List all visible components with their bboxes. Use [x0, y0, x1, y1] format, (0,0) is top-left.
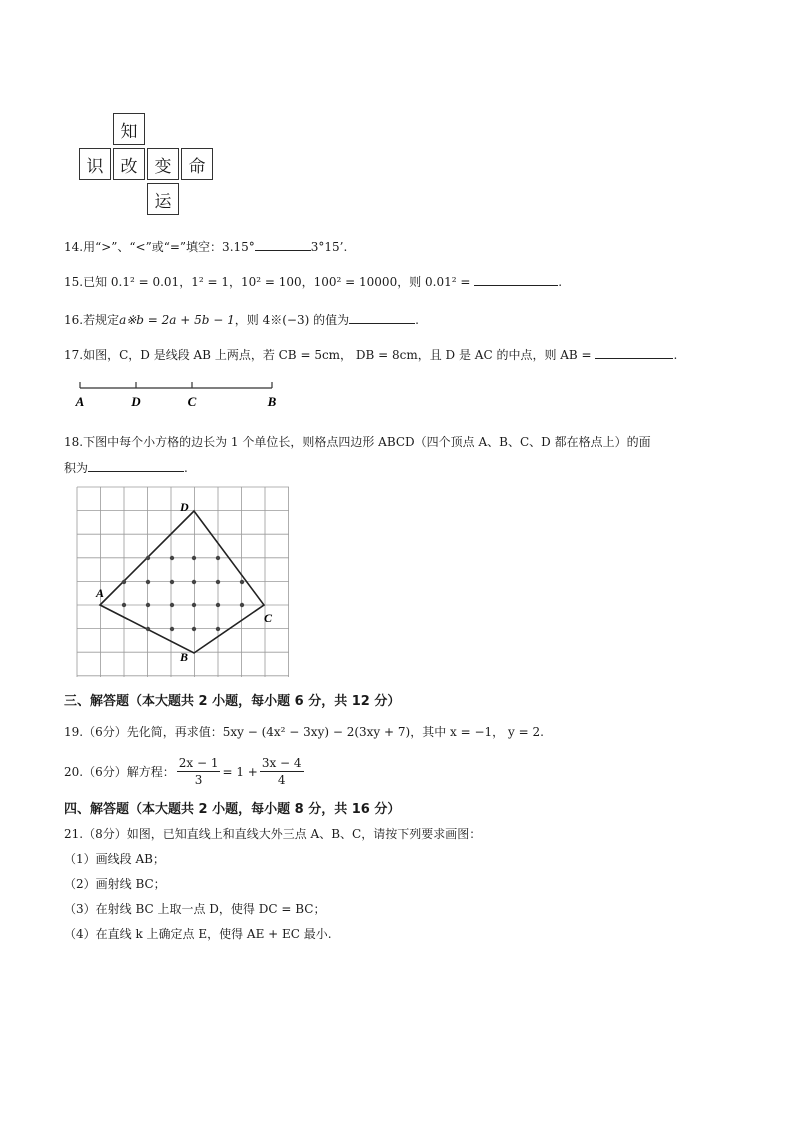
vertex-label-c: C [264, 611, 273, 625]
fraction-right [260, 755, 304, 788]
net-cell: 知 [113, 113, 145, 145]
lattice-point [146, 556, 150, 560]
point-label-d: D [131, 394, 141, 409]
lattice-point [146, 627, 150, 631]
answer-blank [88, 459, 184, 472]
q18-suffix: . [184, 461, 188, 475]
vertex-label-d: D [180, 500, 189, 514]
point-label-a: A [75, 394, 85, 409]
q14-text: 14.用“>”、“<”或“=”填空：3.15° [64, 240, 255, 254]
answer-blank [349, 311, 415, 324]
question-16 [64, 311, 419, 328]
q17-suffix: . [673, 348, 678, 362]
lattice-point [170, 603, 174, 607]
lattice-point [146, 580, 150, 584]
lattice-point [192, 580, 196, 584]
fraction-denominator: 4 [277, 773, 286, 787]
fraction-denominator: 3 [194, 773, 203, 787]
segment-figure [70, 378, 290, 414]
question-21-item: （4）在直线 k 上确定点 E，使得 AE + EC 最小. [64, 927, 332, 941]
net-cell: 运 [147, 183, 179, 215]
lattice-point [192, 627, 196, 631]
section-3-heading: 三、解答题（本大题共 2 小题，每小题 6 分，共 12 分） [64, 694, 401, 709]
question-21-item: （3）在射线 BC 上取一点 D，使得 DC = BC； [64, 902, 326, 916]
section-4-heading: 四、解答题（本大题共 2 小题，每小题 8 分，共 16 分） [64, 802, 401, 817]
lattice-point [216, 580, 220, 584]
q20-prefix: 20.（6分）解方程： [64, 765, 175, 779]
net-cell: 变 [147, 148, 179, 180]
q15-text: 15.已知 0.1² = 0.01，1² = 1，10² = 100，100² = 10000，则 0.01² = [64, 275, 471, 289]
q20-mid: = 1 + [222, 764, 258, 779]
vertex-label-a: A [96, 586, 105, 600]
lattice-point [216, 556, 220, 560]
lattice-point [216, 627, 220, 631]
lattice-point [170, 580, 174, 584]
net-cell: 改 [113, 148, 145, 180]
lattice-point [170, 556, 174, 560]
lattice-point [240, 580, 244, 584]
lattice-point [122, 580, 126, 584]
q16-prefix: 16.若规定 [64, 313, 120, 327]
lattice-point [192, 603, 196, 607]
vertex-label-b: B [180, 650, 189, 664]
q17-text: 17.如图，C，D 是线段 AB 上两点，若 CB = 5cm， DB = 8cm，且 D 是 AC 的中点，则 AB = [64, 348, 592, 362]
fraction-numerator: 2x − 1 [178, 756, 219, 770]
point-label-c: C [187, 394, 197, 409]
question-17 [64, 346, 677, 363]
question-20 [64, 755, 306, 788]
q15-suffix: . [558, 275, 563, 289]
lattice-point [192, 556, 196, 560]
question-21-stem: 21.（8分）如图，已知直线上和直线大外三点 A、B、C，请按下列要求画图： [64, 827, 482, 841]
q18-line2-text: 积为 [64, 461, 89, 475]
net-cell: 命 [181, 148, 213, 180]
question-15 [64, 273, 562, 290]
q14-suffix: 3°15’. [310, 240, 348, 254]
fraction-numerator: 3x − 4 [261, 756, 302, 770]
lattice-point [240, 603, 244, 607]
question-14 [64, 238, 347, 255]
q16-expr: a※b = 2a + 5b − 1 [119, 313, 235, 327]
q16-suffix: . [415, 313, 419, 327]
question-21-item: （2）画射线 BC； [64, 877, 166, 891]
lattice-point [216, 603, 220, 607]
question-19: 19.（6分）先化简，再求值：5xy − (4x² − 3xy) − 2(3xy + 7)，其中 x = −1， y = 2. [64, 725, 544, 739]
q16-mid: ，则 4※(−3) 的值为 [234, 313, 350, 327]
lattice-point [122, 603, 126, 607]
answer-blank [595, 346, 673, 359]
question-18-line2 [64, 459, 188, 476]
point-label-b: B [267, 394, 277, 409]
lattice-point [170, 627, 174, 631]
question-21-item: （1）画线段 AB； [64, 852, 165, 866]
fraction-left [177, 755, 221, 788]
answer-blank [255, 238, 311, 251]
question-18-line1: 18.下图中每个小方格的边长为 1 个单位长，则格点四边形 ABCD（四个顶点 A、B、C、D 都在格点上）的面 [64, 435, 651, 449]
grid-figure [76, 485, 296, 680]
lattice-point [146, 603, 150, 607]
net-cell: 识 [79, 148, 111, 180]
answer-blank [474, 273, 558, 286]
